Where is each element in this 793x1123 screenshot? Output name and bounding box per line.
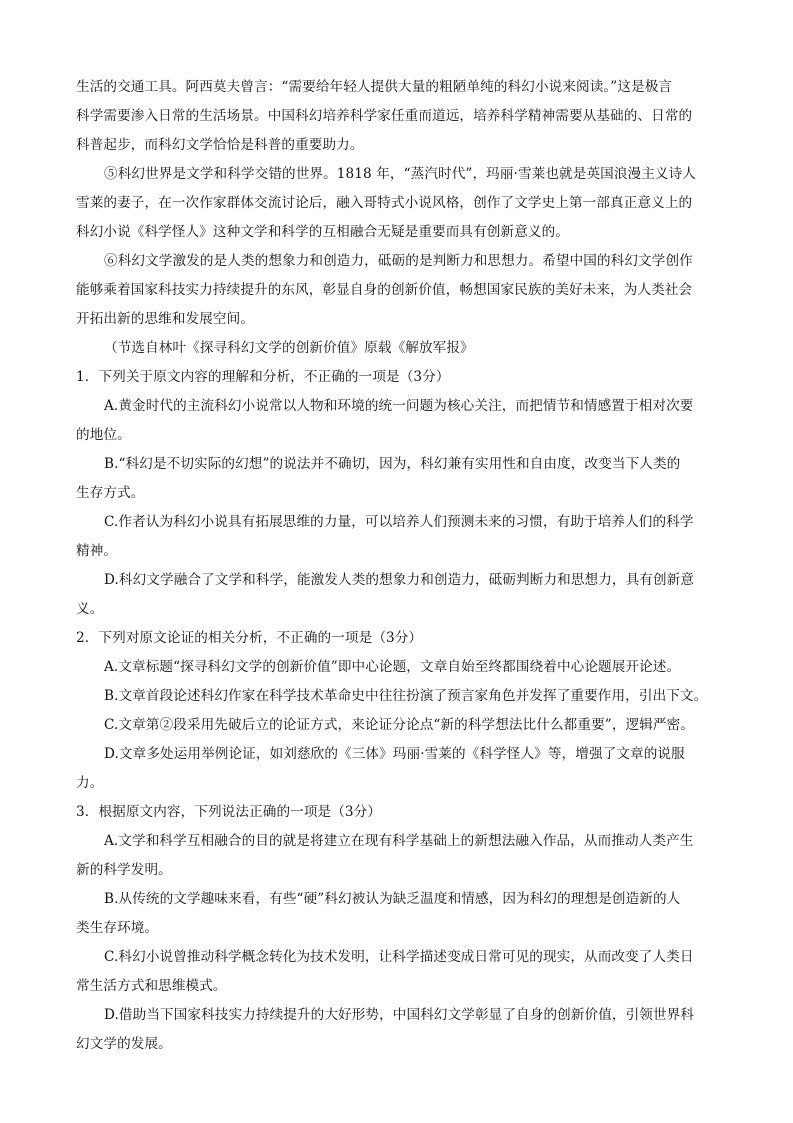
text-line: 开拓出新的思维和发展空间。 [76,311,255,327]
question-2-stem: 2．下列对原文论证的相关分析，不正确的一项是（3分） [76,630,423,646]
text-line: 幻文学的发展。 [76,1036,172,1052]
question-1-option-a: A.黄金时代的主流科幻小说常以人物和环境的统一问题为核心关注，而把情节和情感置于相对次要 [104,398,694,414]
question-2-option-d: D.文章多处运用举例论证，如刘慈欣的《三体》玛丽·雪莱的《科学怪人》等，增强了文章的说服 [104,746,685,762]
text-line: 新的科学发明。 [76,862,172,878]
text-line: 能够乘着国家科技实力持续提升的东风，彰显自身的创新价值，畅想国家民族的美好未来，为人类社会 [76,282,693,298]
question-2-option-a: A.文章标题“探寻科幻文学的创新价值”即中心论题，文章自始至终都围绕着中心论题展开论述。 [104,659,681,675]
question-3-stem: 3．根据原文内容，下列说法正确的一项是（3分） [76,804,382,820]
paragraph-5-start: ⑤科幻世界是文学和科学交错的世界。1818 年，“蒸汽时代”，玛丽·雪莱也就是英国浪漫主义诗人 [104,166,696,182]
question-1-option-d: D.科幻文学融合了文学和科学，能激发人类的想象力和创造力，砥砺判断力和思想力，具有创新意 [104,572,695,588]
question-3-option-b: B.从传统的文学趣味来看，有些“硬”科幻被认为缺乏温度和情感，因为科幻的理想是创造新的人 [104,891,681,907]
text-line: 的地位。 [76,427,131,443]
text-line: 力。 [76,775,104,791]
question-2-option-b: B.文章首段论述科幻作家在科学技术革命史中往往扮演了预言家角色并发挥了重要作用，引出下文。 [104,688,708,704]
paragraph-6-start: ⑥科幻文学激发的是人类的想象力和创造力，砥砺的是判断力和思想力。希望中国的科幻文学创作 [104,253,693,269]
question-2-option-c: C.文章第②段采用先破后立的论证方式，来论证分论点“新的科学想法比什么都重要”，逻辑严密。 [104,717,694,733]
text-line: 科普起步，而科幻文学恰恰是科普的重要助力。 [76,137,364,153]
text-line: 生活的交通工具。阿西莫夫曾言：“需要给年轻人提供大量的粗陋单纯的科幻小说来阅读。”这是极言 [76,79,673,95]
question-1-option-b: B.“科幻是不切实际的幻想”的说法并不确切，因为，科幻兼有实用性和自由度，改变当下人类的 [104,456,681,472]
text-line: 精神。 [76,543,118,559]
text-line: 生存方式。 [76,485,145,501]
text-line: 雪莱的妻子，在一次作家群体交流讨论后，融入哥特式小说风格，创作了文学史上第一部真正意义上的 [76,195,693,211]
question-3-option-c: C.科幻小说曾推动科学概念转化为技术发明，让科学描述变成日常可见的现实，从而改变了人类日 [104,949,694,965]
source-citation: （节选自林叶《探寻科幻文学的创新价值》原载《解放军报》 [104,340,474,356]
text-line: 科学需要渗入日常的生活场景。中国科幻培养科学家任重而道远，培养科学精神需要从基础的、日常的 [76,108,693,124]
question-1-option-c: C.作者认为科幻小说具有拓展思维的力量，可以培养人们预测未来的习惯，有助于培养人们的科学 [104,514,694,530]
question-3-option-d: D.借助当下国家科技实力持续提升的大好形势，中国科幻文学彰显了自身的创新价值，引领世界科 [104,1007,695,1023]
question-1-stem: 1．下列关于原文内容的理解和分析，不正确的一项是（3分） [76,369,450,385]
text-line: 科幻小说《科学怪人》这种文学和科学的互相融合无疑是重要而具有创新意义的。 [76,224,569,240]
text-line: 类生存环境。 [76,920,159,936]
text-line: 常生活方式和思维模式。 [76,978,227,994]
question-3-option-a: A.文学和科学互相融合的目的就是将建立在现有科学基础上的新想法融入作品，从而推动人类产生 [104,833,694,849]
text-line: 义。 [76,601,104,617]
